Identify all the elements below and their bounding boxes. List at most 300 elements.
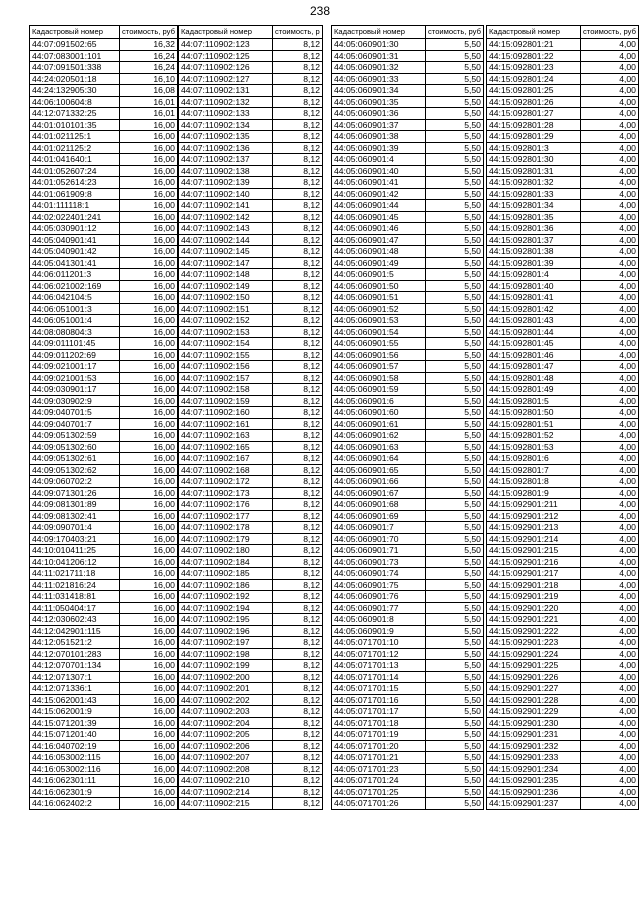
cadastral-number-cell: 44:07:110902:205: [179, 729, 273, 741]
cost-cell: 4,00: [581, 683, 639, 695]
cost-cell: 5,50: [426, 142, 484, 154]
cadastral-number-cell: 44:06:051001:4: [30, 315, 120, 327]
cadastral-number-cell: 44:05:060901:40: [332, 165, 426, 177]
table-row: [487, 499, 639, 511]
table-row: [30, 211, 178, 223]
cost-cell: 8,12: [273, 453, 323, 465]
table-row: [487, 73, 639, 85]
table-row: [332, 717, 484, 729]
cadastral-number-cell: 44:05:071701:20: [332, 740, 426, 752]
cadastral-number-cell: 44:07:110902:156: [179, 361, 273, 373]
cadastral-number-cell: 44:15:092801:42: [487, 303, 581, 315]
table-row: [332, 85, 484, 97]
cost-cell: 5,50: [426, 602, 484, 614]
cost-cell: 8,12: [273, 464, 323, 476]
table-row: [30, 62, 178, 74]
cadastral-number-cell: 44:05:060901:61: [332, 418, 426, 430]
cadastral-number-cell: 44:09:081302:41: [30, 510, 120, 522]
table-row: [179, 441, 323, 453]
cadastral-number-cell: 44:05:030901:12: [30, 223, 120, 235]
cost-cell: 16,00: [120, 499, 178, 511]
table-row: [30, 292, 178, 304]
cost-cell: 5,50: [426, 706, 484, 718]
cost-cell: 8,12: [273, 50, 323, 62]
cost-cell: 16,00: [120, 545, 178, 557]
cost-cell: 4,00: [581, 430, 639, 442]
table-row: [30, 464, 178, 476]
cadastral-number-cell: 44:05:060901:39: [332, 142, 426, 154]
cost-cell: 16,00: [120, 165, 178, 177]
table-row: [179, 211, 323, 223]
table-row: [487, 338, 639, 350]
cadastral-number-cell: 44:15:092801:44: [487, 326, 581, 338]
cost-cell: 4,00: [581, 119, 639, 131]
table-row: [179, 545, 323, 557]
cost-cell: 4,00: [581, 522, 639, 534]
cadastral-number-cell: 44:07:110902:138: [179, 165, 273, 177]
cost-cell: 4,00: [581, 108, 639, 120]
cadastral-number-cell: 44:15:092901:211: [487, 499, 581, 511]
cost-cell: 4,00: [581, 568, 639, 580]
cost-cell: 8,12: [273, 671, 323, 683]
cost-cell: 16,24: [120, 50, 178, 62]
cost-cell: 8,12: [273, 234, 323, 246]
cost-cell: 16,00: [120, 556, 178, 568]
cadastral-number-cell: 44:05:071701:16: [332, 694, 426, 706]
cost-cell: 8,12: [273, 740, 323, 752]
table-row: [30, 73, 178, 85]
table-row: [30, 625, 178, 637]
cost-cell: 8,12: [273, 188, 323, 200]
table-row: [30, 453, 178, 465]
cadastral-number-cell: 44:15:092801:9: [487, 487, 581, 499]
cadastral-number-cell: 44:07:110902:159: [179, 395, 273, 407]
cost-cell: 5,50: [426, 752, 484, 764]
cadastral-number-cell: 44:15:092801:36: [487, 223, 581, 235]
cadastral-number-cell: 44:05:060901:58: [332, 372, 426, 384]
cost-cell: 8,12: [273, 407, 323, 419]
table-row: [30, 533, 178, 545]
cost-cell: 8,12: [273, 62, 323, 74]
table-row: [30, 763, 178, 775]
cost-cell: 4,00: [581, 62, 639, 74]
cadastral-number-cell: 44:05:060901:34: [332, 85, 426, 97]
cadastral-number-cell: 44:15:092901:232: [487, 740, 581, 752]
cost-cell: 5,50: [426, 522, 484, 534]
table-row: [30, 752, 178, 764]
table-row: [487, 96, 639, 108]
header-cost: стоимость, р: [273, 26, 323, 39]
cost-cell: 16,01: [120, 108, 178, 120]
cadastral-number-cell: 44:07:110902:144: [179, 234, 273, 246]
cost-cell: 4,00: [581, 487, 639, 499]
table-row: [30, 545, 178, 557]
cadastral-number-cell: 44:01:041640:1: [30, 154, 120, 166]
table-header-row: [487, 26, 639, 39]
cadastral-number-cell: 44:05:060901:50: [332, 280, 426, 292]
cost-cell: 4,00: [581, 464, 639, 476]
table-row: [487, 177, 639, 189]
table-row: [30, 165, 178, 177]
cadastral-number-cell: 44:16:053002:115: [30, 752, 120, 764]
cost-cell: 16,00: [120, 223, 178, 235]
table-row: [487, 200, 639, 212]
cadastral-number-cell: 44:05:060901:35: [332, 96, 426, 108]
cost-cell: 4,00: [581, 131, 639, 143]
table-row: [30, 361, 178, 373]
cadastral-number-cell: 44:05:060901:48: [332, 246, 426, 258]
table-row: [30, 142, 178, 154]
cadastral-number-cell: 44:12:071307:1: [30, 671, 120, 683]
cadastral-number-cell: 44:15:092801:31: [487, 165, 581, 177]
cost-cell: 8,12: [273, 315, 323, 327]
table-row: [30, 798, 178, 810]
table-row: [487, 50, 639, 62]
cadastral-number-cell: 44:15:092901:234: [487, 763, 581, 775]
cost-cell: 5,50: [426, 50, 484, 62]
table-row: [487, 545, 639, 557]
table-row: [179, 602, 323, 614]
cost-cell: 4,00: [581, 303, 639, 315]
cost-cell: 8,12: [273, 533, 323, 545]
cost-cell: 8,12: [273, 119, 323, 131]
table-row: [487, 740, 639, 752]
cadastral-number-cell: 44:05:060901:54: [332, 326, 426, 338]
table-row: [332, 108, 484, 120]
cadastral-number-cell: 44:05:060901:45: [332, 211, 426, 223]
table-row: [30, 694, 178, 706]
table-row: [179, 637, 323, 649]
cost-cell: 4,00: [581, 234, 639, 246]
table-row: [30, 476, 178, 488]
table-row: [30, 499, 178, 511]
cadastral-number-cell: 44:15:092901:222: [487, 625, 581, 637]
cadastral-number-cell: 44:15:092801:23: [487, 62, 581, 74]
cadastral-number-cell: 44:09:090701:4: [30, 522, 120, 534]
table-row: [487, 533, 639, 545]
table-row: [30, 315, 178, 327]
table-row: [30, 441, 178, 453]
cadastral-number-cell: 44:15:092801:28: [487, 119, 581, 131]
cadastral-number-cell: 44:15:092901:236: [487, 786, 581, 798]
table-row: [30, 510, 178, 522]
table-row: [30, 729, 178, 741]
cadastral-number-cell: 44:05:060901:53: [332, 315, 426, 327]
cadastral-number-cell: 44:07:083001:101: [30, 50, 120, 62]
table-row: [30, 430, 178, 442]
cost-cell: 8,12: [273, 510, 323, 522]
cost-cell: 5,50: [426, 234, 484, 246]
cadastral-number-cell: 44:05:060901:42: [332, 188, 426, 200]
cost-cell: 5,50: [426, 683, 484, 695]
cost-cell: 8,12: [273, 326, 323, 338]
cost-cell: 4,00: [581, 648, 639, 660]
cost-cell: 4,00: [581, 154, 639, 166]
cadastral-number-cell: 44:05:071701:24: [332, 775, 426, 787]
cadastral-number-cell: 44:07:110902:160: [179, 407, 273, 419]
cadastral-number-cell: 44:05:040901:42: [30, 246, 120, 258]
cost-cell: 16,00: [120, 384, 178, 396]
cost-cell: 5,50: [426, 372, 484, 384]
cadastral-number-cell: 44:07:110902:192: [179, 591, 273, 603]
cost-cell: 4,00: [581, 694, 639, 706]
table-row: [30, 326, 178, 338]
cost-cell: 8,12: [273, 154, 323, 166]
cost-cell: 16,00: [120, 717, 178, 729]
table-row: [332, 430, 484, 442]
cadastral-number-cell: 44:10:010411:25: [30, 545, 120, 557]
table-row: [30, 269, 178, 281]
cost-cell: 16,00: [120, 614, 178, 626]
cost-cell: 4,00: [581, 257, 639, 269]
table-row: [487, 602, 639, 614]
table-row: [487, 418, 639, 430]
cadastral-number-cell: 44:07:110902:148: [179, 269, 273, 281]
table-row: [487, 165, 639, 177]
cadastral-number-cell: 44:02:022401:241: [30, 211, 120, 223]
cost-cell: 5,50: [426, 545, 484, 557]
cadastral-number-cell: 44:07:110902:153: [179, 326, 273, 338]
table-row: [30, 740, 178, 752]
cadastral-number-cell: 44:07:110902:206: [179, 740, 273, 752]
cadastral-number-cell: 44:15:092901:237: [487, 798, 581, 810]
table-row: [487, 637, 639, 649]
cost-cell: 16,00: [120, 798, 178, 810]
cost-cell: 16,00: [120, 372, 178, 384]
table-row: [332, 361, 484, 373]
cadastral-number-cell: 44:07:110902:208: [179, 763, 273, 775]
cadastral-number-cell: 44:07:110902:184: [179, 556, 273, 568]
cadastral-number-cell: 44:05:060901:64: [332, 453, 426, 465]
table-row: [487, 453, 639, 465]
table-row: [30, 108, 178, 120]
table-row: [179, 62, 323, 74]
cost-cell: 5,50: [426, 349, 484, 361]
cost-cell: 5,50: [426, 131, 484, 143]
cost-cell: 4,00: [581, 591, 639, 603]
table-row: [30, 637, 178, 649]
header-cost: стоимость, руб: [581, 26, 639, 39]
table-row: [30, 303, 178, 315]
table-row: [487, 487, 639, 499]
cadastral-table-3: [331, 25, 484, 810]
table-row: [487, 522, 639, 534]
cadastral-number-cell: 44:05:060901:67: [332, 487, 426, 499]
table-row: [332, 50, 484, 62]
cost-cell: 8,12: [273, 165, 323, 177]
table-row: [332, 556, 484, 568]
cadastral-number-cell: 44:15:092801:49: [487, 384, 581, 396]
cadastral-number-cell: 44:07:110902:186: [179, 579, 273, 591]
cost-cell: 4,00: [581, 775, 639, 787]
cost-cell: 8,12: [273, 246, 323, 258]
cadastral-number-cell: 44:15:092801:8: [487, 476, 581, 488]
cadastral-number-cell: 44:07:110902:165: [179, 441, 273, 453]
table-row: [487, 119, 639, 131]
cadastral-number-cell: 44:05:060901:52: [332, 303, 426, 315]
cadastral-number-cell: 44:01:021125:2: [30, 142, 120, 154]
table-row: [179, 131, 323, 143]
cost-cell: 4,00: [581, 717, 639, 729]
cost-cell: 4,00: [581, 441, 639, 453]
table-row: [179, 453, 323, 465]
cadastral-number-cell: 44:15:092801:53: [487, 441, 581, 453]
cadastral-number-cell: 44:15:092901:229: [487, 706, 581, 718]
table-row: [179, 752, 323, 764]
cadastral-number-cell: 44:07:110902:167: [179, 453, 273, 465]
cadastral-number-cell: 44:07:110902:163: [179, 430, 273, 442]
cost-cell: 8,12: [273, 660, 323, 672]
table-row: [487, 683, 639, 695]
cadastral-number-cell: 44:01:052607:24: [30, 165, 120, 177]
cost-cell: 5,50: [426, 464, 484, 476]
table-row: [487, 361, 639, 373]
cadastral-number-cell: 44:15:092801:6: [487, 453, 581, 465]
cost-cell: 8,12: [273, 729, 323, 741]
cost-cell: 5,50: [426, 614, 484, 626]
cadastral-number-cell: 44:09:051302:62: [30, 464, 120, 476]
table-row: [332, 96, 484, 108]
cadastral-number-cell: 44:15:062001:9: [30, 706, 120, 718]
cadastral-number-cell: 44:05:060901:4: [332, 154, 426, 166]
cost-cell: 4,00: [581, 338, 639, 350]
table-row: [332, 234, 484, 246]
table-row: [487, 349, 639, 361]
table-row: [332, 660, 484, 672]
cost-cell: 8,12: [273, 752, 323, 764]
table-row: [30, 614, 178, 626]
cadastral-number-cell: 44:07:110902:176: [179, 499, 273, 511]
cost-cell: 5,50: [426, 591, 484, 603]
cadastral-number-cell: 44:07:110902:133: [179, 108, 273, 120]
cost-cell: 16,00: [120, 349, 178, 361]
cadastral-number-cell: 44:07:110902:143: [179, 223, 273, 235]
cost-cell: 5,50: [426, 694, 484, 706]
table-row: [332, 188, 484, 200]
cadastral-number-cell: 44:05:071701:21: [332, 752, 426, 764]
cost-cell: 5,50: [426, 430, 484, 442]
table-row: [30, 487, 178, 499]
cadastral-number-cell: 44:05:060901:32: [332, 62, 426, 74]
table-row: [332, 39, 484, 51]
cadastral-number-cell: 44:05:060901:62: [332, 430, 426, 442]
cost-cell: 5,50: [426, 200, 484, 212]
cost-cell: 4,00: [581, 395, 639, 407]
cadastral-number-cell: 44:09:051302:59: [30, 430, 120, 442]
cost-cell: 16,00: [120, 200, 178, 212]
table-row: [332, 372, 484, 384]
cadastral-number-cell: 44:15:092801:41: [487, 292, 581, 304]
cadastral-number-cell: 44:05:040901:41: [30, 234, 120, 246]
cadastral-number-cell: 44:11:021816:24: [30, 579, 120, 591]
cost-cell: 16,00: [120, 694, 178, 706]
table-row: [179, 740, 323, 752]
table-row: [332, 303, 484, 315]
cost-cell: 5,50: [426, 407, 484, 419]
cadastral-number-cell: 44:05:060901:74: [332, 568, 426, 580]
table-row: [179, 177, 323, 189]
cadastral-number-cell: 44:16:062402:2: [30, 798, 120, 810]
cadastral-number-cell: 44:16:062301:9: [30, 786, 120, 798]
cost-cell: 4,00: [581, 786, 639, 798]
cost-cell: 4,00: [581, 269, 639, 281]
cadastral-number-cell: 44:15:092801:4: [487, 269, 581, 281]
cost-cell: 16,00: [120, 142, 178, 154]
cost-cell: 8,12: [273, 476, 323, 488]
table-row: [179, 315, 323, 327]
table-row: [179, 694, 323, 706]
cost-cell: 16,00: [120, 280, 178, 292]
cost-cell: 16,00: [120, 786, 178, 798]
table-row: [487, 591, 639, 603]
table-row: [332, 591, 484, 603]
cost-cell: 4,00: [581, 798, 639, 810]
cost-cell: 8,12: [273, 683, 323, 695]
table-row: [332, 671, 484, 683]
table-row: [332, 62, 484, 74]
table-row: [30, 85, 178, 97]
table-row: [332, 522, 484, 534]
cadastral-number-cell: 44:15:092801:51: [487, 418, 581, 430]
cadastral-number-cell: 44:07:110902:155: [179, 349, 273, 361]
cadastral-number-cell: 44:12:042901:115: [30, 625, 120, 637]
cost-cell: 5,50: [426, 556, 484, 568]
table-row: [179, 763, 323, 775]
cost-cell: 16,00: [120, 591, 178, 603]
table-row: [487, 694, 639, 706]
cadastral-number-cell: 44:01:052614:23: [30, 177, 120, 189]
table-row: [179, 108, 323, 120]
table-row: [30, 683, 178, 695]
cadastral-number-cell: 44:05:060901:46: [332, 223, 426, 235]
cadastral-number-cell: 44:05:060901:49: [332, 257, 426, 269]
cost-cell: 16,00: [120, 338, 178, 350]
table-row: [179, 154, 323, 166]
table-row: [30, 200, 178, 212]
cadastral-number-cell: 44:05:071701:10: [332, 637, 426, 649]
cadastral-number-cell: 44:15:092901:219: [487, 591, 581, 603]
cost-cell: 5,50: [426, 246, 484, 258]
cadastral-number-cell: 44:15:092901:228: [487, 694, 581, 706]
cadastral-number-cell: 44:09:011101:45: [30, 338, 120, 350]
table-row: [332, 223, 484, 235]
cadastral-number-cell: 44:15:092801:35: [487, 211, 581, 223]
cadastral-number-cell: 44:05:071701:18: [332, 717, 426, 729]
cost-cell: 16,00: [120, 418, 178, 430]
cost-cell: 16,00: [120, 683, 178, 695]
cost-cell: 5,50: [426, 119, 484, 131]
table-row: [179, 292, 323, 304]
table-row: [179, 395, 323, 407]
cadastral-number-cell: 44:05:071701:14: [332, 671, 426, 683]
cost-cell: 5,50: [426, 177, 484, 189]
cadastral-number-cell: 44:07:110902:127: [179, 73, 273, 85]
table-row: [332, 269, 484, 281]
table-row: [332, 614, 484, 626]
table-row: [332, 407, 484, 419]
cadastral-number-cell: 44:09:040701:5: [30, 407, 120, 419]
cadastral-table-1: [29, 25, 178, 810]
table-row: [179, 418, 323, 430]
cost-cell: 8,12: [273, 338, 323, 350]
cost-cell: 16,00: [120, 625, 178, 637]
cost-cell: 4,00: [581, 211, 639, 223]
cost-cell: 16,00: [120, 579, 178, 591]
cadastral-number-cell: 44:05:060901:33: [332, 73, 426, 85]
cost-cell: 8,12: [273, 372, 323, 384]
table-row: [332, 625, 484, 637]
table-row: [179, 717, 323, 729]
